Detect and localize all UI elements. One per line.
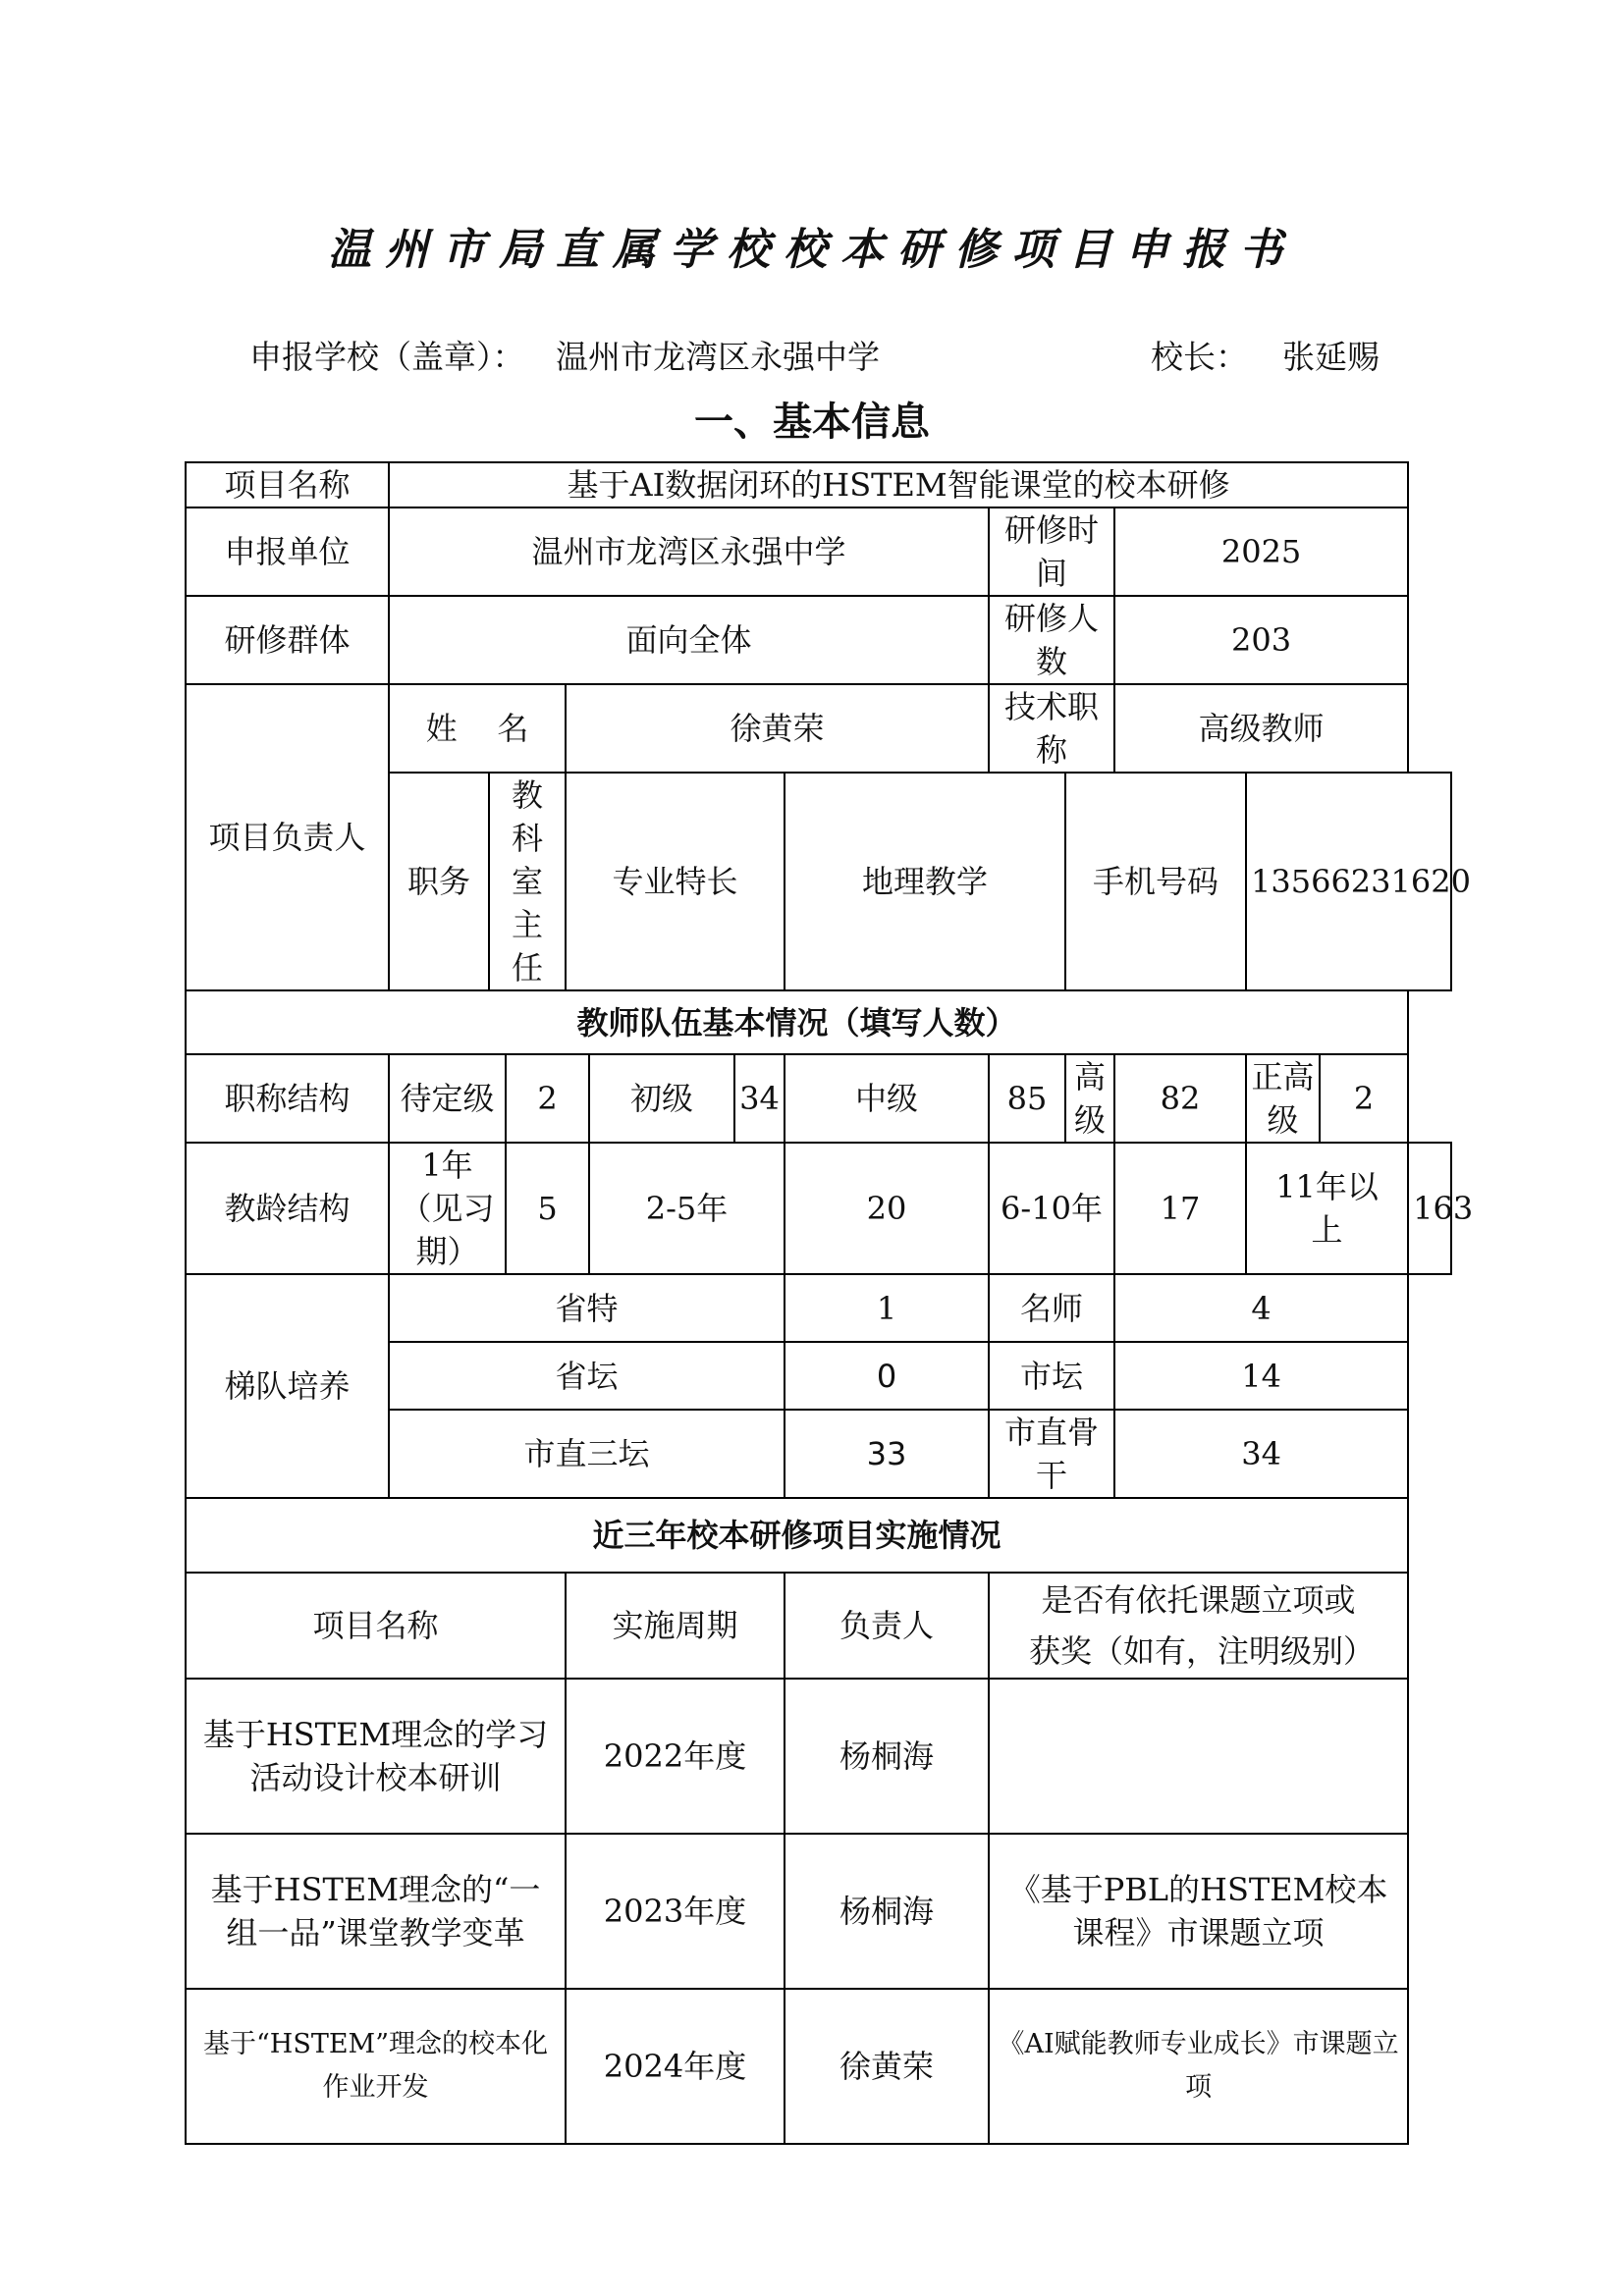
- unit-value: 温州市龙湾区永强中学: [389, 507, 989, 596]
- history-owner: 杨桐海: [785, 1834, 989, 1989]
- table-row: [186, 1274, 1451, 1342]
- age-label: 6-10年: [989, 1143, 1114, 1274]
- history-col-header: 实施周期: [566, 1573, 785, 1679]
- history-col-header: 项目名称: [186, 1573, 566, 1679]
- ladder-value: 34: [1114, 1410, 1408, 1498]
- title-value: 2: [506, 1054, 589, 1143]
- table-row: [186, 596, 1451, 684]
- cell-label: 技术职称: [989, 684, 1114, 773]
- group-value: 面向全体: [389, 596, 989, 684]
- info-table: [185, 461, 1474, 2145]
- history-project-name: 基于HSTEM理念的学习活动设计校本研训: [186, 1679, 566, 1834]
- team-heading: 教师队伍基本情况（填写人数）: [186, 990, 1408, 1054]
- title-label: 待定级: [389, 1054, 506, 1143]
- ladder-value: 33: [785, 1410, 989, 1498]
- history-period: 2022年度: [566, 1679, 785, 1834]
- table-row: [186, 1834, 1451, 1989]
- history-award: 《AI赋能教师专业成长》市课题立项: [989, 1989, 1408, 2144]
- cell-label: 手机号码: [1065, 773, 1246, 990]
- history-col-header: 负责人: [785, 1573, 989, 1679]
- cell-label: 项目名称: [186, 462, 389, 507]
- history-period: 2024年度: [566, 1989, 785, 2144]
- leader-position: 教科室主任: [489, 773, 566, 990]
- leader-phone: 13566231620: [1246, 773, 1451, 990]
- history-project-name: 基于“HSTEM”理念的校本化作业开发: [186, 1989, 566, 2144]
- history-award: 《基于PBL的HSTEM校本课程》市课题立项: [989, 1834, 1408, 1989]
- history-award: [989, 1679, 1408, 1834]
- age-value: 20: [785, 1143, 989, 1274]
- time-value: 2025: [1114, 507, 1408, 596]
- history-heading: 近三年校本研修项目实施情况: [186, 1498, 1408, 1573]
- history-project-name: 基于HSTEM理念的“一组一品”课堂教学变革: [186, 1834, 566, 1989]
- age-value: 5: [506, 1143, 589, 1274]
- principal-label: 校长：: [1151, 338, 1248, 376]
- cell-label: 专业特长: [566, 773, 785, 990]
- table-row: [186, 1679, 1451, 1834]
- title-label: 中级: [785, 1054, 989, 1143]
- ladder-value: 4: [1114, 1274, 1408, 1342]
- cell-label: 研修人数: [989, 596, 1114, 684]
- cell-label: 职务: [389, 773, 489, 990]
- table-row: [186, 990, 1451, 1054]
- ladder-label: 市直三坛: [389, 1410, 785, 1498]
- school-name: 温州市龙湾区永强中学: [556, 338, 880, 376]
- title-value: 34: [734, 1054, 785, 1143]
- age-value: 17: [1114, 1143, 1246, 1274]
- title-value: 85: [989, 1054, 1065, 1143]
- ladder-label: 市直骨干: [989, 1410, 1114, 1498]
- title-label: 高级: [1065, 1054, 1114, 1143]
- ladder-value: 0: [785, 1342, 989, 1410]
- table-row: [186, 1498, 1451, 1573]
- title-value: 2: [1320, 1054, 1408, 1143]
- table-row: [186, 1989, 1451, 2144]
- age-label: 2-5年: [589, 1143, 785, 1274]
- cell-label: 研修时间: [989, 507, 1114, 596]
- title-label: 初级: [589, 1054, 734, 1143]
- ladder-label: 市坛: [989, 1342, 1114, 1410]
- table-row: [186, 1054, 1451, 1143]
- cell-label: 申报单位: [186, 507, 389, 596]
- history-col-header: 是否有依托课题立项或获奖（如有，注明级别）: [989, 1573, 1408, 1679]
- ladder-label: 省特: [389, 1274, 785, 1342]
- document-title: 温州市局直属学校校本研修项目申报书: [328, 225, 1296, 275]
- leader-title: 高级教师: [1114, 684, 1408, 773]
- ladder-value: 1: [785, 1274, 989, 1342]
- ladder-label: 省坛: [389, 1342, 785, 1410]
- section-title: 一、基本信息: [694, 400, 930, 445]
- cell-label: 梯队培养: [186, 1274, 389, 1498]
- ladder-label: 名师: [989, 1274, 1114, 1342]
- table-row: [186, 684, 1451, 773]
- title-value: 82: [1114, 1054, 1246, 1143]
- table-row: [186, 1573, 1451, 1679]
- history-owner: 徐黄荣: [785, 1989, 989, 2144]
- project-name: 基于AI数据闭环的HSTEM智能课堂的校本研修: [389, 462, 1408, 507]
- cell-label: 研修群体: [186, 596, 389, 684]
- table-row: [186, 507, 1451, 596]
- table-row: [186, 1143, 1451, 1274]
- count-value: 203: [1114, 596, 1408, 684]
- cell-label: 项目负责人: [186, 684, 389, 990]
- cell-label: 职称结构: [186, 1054, 389, 1143]
- school-label: 申报学校（盖章）：: [249, 338, 525, 376]
- age-label: 11年以上: [1246, 1143, 1408, 1274]
- leader-specialty: 地理教学: [785, 773, 1065, 990]
- title-label: 正高级: [1246, 1054, 1320, 1143]
- cell-label: 姓 名: [389, 684, 566, 773]
- table-row: [186, 462, 1451, 507]
- leader-name: 徐黄荣: [566, 684, 989, 773]
- history-owner: 杨桐海: [785, 1679, 989, 1834]
- age-label: 1年（见习期）: [389, 1143, 506, 1274]
- history-period: 2023年度: [566, 1834, 785, 1989]
- principal-name: 张延赐: [1282, 338, 1380, 376]
- ladder-value: 14: [1114, 1342, 1408, 1410]
- age-value: 163: [1408, 1143, 1451, 1274]
- cell-label: 教龄结构: [186, 1143, 389, 1274]
